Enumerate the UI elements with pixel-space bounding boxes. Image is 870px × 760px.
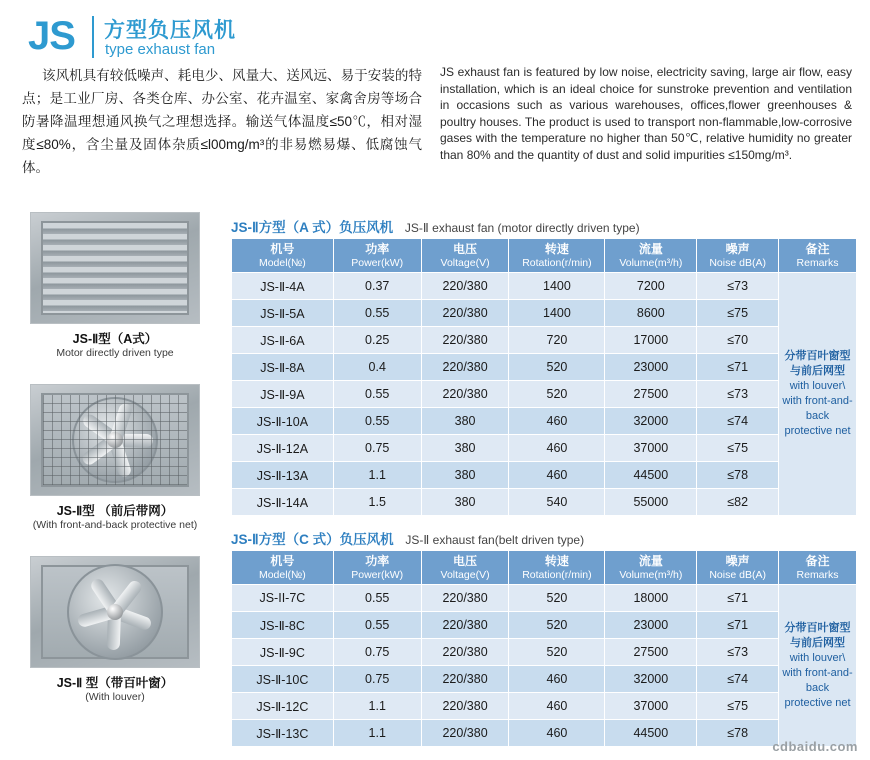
col-header-power-en: Power(kW) bbox=[351, 256, 404, 269]
table-row bbox=[232, 327, 857, 354]
js-logo: JS bbox=[28, 14, 75, 58]
col-header-noise-cn: 噪声 bbox=[725, 553, 750, 568]
page-title: 方型负压风机 bbox=[104, 19, 236, 42]
cell-rotation: 460 bbox=[509, 462, 605, 489]
cell-rotation: 460 bbox=[509, 693, 605, 720]
col-header-voltage bbox=[421, 551, 509, 585]
cell-noise: ≤75 bbox=[697, 435, 779, 462]
louver-fan-icon bbox=[30, 212, 200, 324]
cell-volume: 44500 bbox=[605, 462, 697, 489]
product-caption-cn: JS-Ⅱ 型（带百叶窗） bbox=[56, 676, 174, 690]
col-header-voltage-cn: 电压 bbox=[453, 553, 478, 568]
cell-power: 0.37 bbox=[333, 273, 421, 300]
col-header-remarks-cn: 备注 bbox=[805, 241, 830, 256]
cell-remarks bbox=[779, 273, 857, 516]
cell-noise: ≤73 bbox=[697, 381, 779, 408]
product-caption-cn: JS-Ⅱ型 （前后带网） bbox=[56, 504, 174, 518]
col-header-model-en: Model(№) bbox=[258, 256, 306, 269]
cell-noise: ≤71 bbox=[697, 612, 779, 639]
cell-power: 1.1 bbox=[333, 462, 421, 489]
cell-model: JS-II-7C bbox=[232, 585, 334, 612]
cell-power: 0.75 bbox=[333, 666, 421, 693]
table-row bbox=[232, 639, 857, 666]
cell-voltage: 380 bbox=[421, 489, 509, 516]
section-title-a bbox=[231, 216, 640, 236]
cell-noise: ≤73 bbox=[697, 639, 779, 666]
col-header-rotation-cn: 转速 bbox=[544, 241, 569, 256]
cell-rotation: 1400 bbox=[509, 300, 605, 327]
cell-volume: 32000 bbox=[605, 408, 697, 435]
table-row bbox=[232, 693, 857, 720]
cell-rotation: 520 bbox=[509, 639, 605, 666]
cell-voltage: 380 bbox=[421, 435, 509, 462]
intro-text-cn: 该风机具有较低噪声、耗电少、风量大、送风远、易于安装的特点；是工业厂房、各类仓库、办公室、花卉温室、家禽舍房等场合防暑降温理想通风换气之理想选择。输送气体温度≤50℃，相对湿度≤80%，含尘量及固体杂质≤l00mg/m³的非易燃易爆、低腐蚀气体。 bbox=[22, 68, 422, 175]
section-title-cn: JS-Ⅱ方型（A 式）负压风机 bbox=[231, 220, 394, 235]
cell-power: 0.25 bbox=[333, 327, 421, 354]
cell-power: 0.75 bbox=[333, 639, 421, 666]
col-header-model bbox=[232, 239, 334, 273]
cell-rotation: 460 bbox=[509, 666, 605, 693]
cell-voltage: 220/380 bbox=[421, 273, 509, 300]
col-header-power bbox=[333, 239, 421, 273]
intro-paragraph-en: JS exhaust fan is featured by low noise, electricity saving, large air flow, easy installation, which is an ideal choice for sunstroke prevention and ventilation in occasions such as various warehouses, offices,flower greenhouses & poultry houses. The product is used to transport non-flammable,low-corrosive gases with the temperature no higher than 50℃, relative humidity no greater than 80% and the quantity of dust and solid impurities ≤150mg/m³. bbox=[440, 65, 852, 162]
fan-hub bbox=[107, 604, 123, 620]
intro-paragraph-cn bbox=[22, 64, 422, 179]
cell-remarks-cn: 分带百叶窗型与前后网型 bbox=[784, 350, 851, 377]
col-header-volume-en: Volume(m³/h) bbox=[619, 256, 683, 269]
cell-power: 0.55 bbox=[333, 300, 421, 327]
cell-remarks-cn: 分带百叶窗型与前后网型 bbox=[784, 621, 851, 649]
cell-power: 1.5 bbox=[333, 489, 421, 516]
cell-model: JS-Ⅱ-8C bbox=[232, 612, 334, 639]
cell-model: JS-Ⅱ-12A bbox=[232, 435, 334, 462]
table-row bbox=[232, 273, 857, 300]
section-title-en: JS-Ⅱ exhaust fan (motor directly driven type) bbox=[404, 221, 640, 235]
col-header-noise bbox=[697, 551, 779, 585]
cell-rotation: 540 bbox=[509, 489, 605, 516]
table-row bbox=[232, 612, 857, 639]
cell-power: 1.1 bbox=[333, 720, 421, 747]
col-header-voltage bbox=[421, 239, 509, 273]
table-row bbox=[232, 666, 857, 693]
table-row bbox=[232, 435, 857, 462]
fan-with-net-icon bbox=[30, 384, 200, 496]
col-header-rotation bbox=[509, 551, 605, 585]
fan-frame bbox=[41, 393, 189, 487]
section-title-c bbox=[231, 528, 584, 548]
col-header-rotation-en: Rotation(r/min) bbox=[522, 256, 592, 269]
table-row bbox=[232, 381, 857, 408]
cell-volume: 27500 bbox=[605, 639, 697, 666]
spec-table-c-body bbox=[232, 585, 857, 747]
col-header-model-cn: 机号 bbox=[270, 241, 295, 256]
col-header-power bbox=[333, 551, 421, 585]
spec-table-a-body bbox=[232, 273, 857, 516]
cell-rotation: 520 bbox=[509, 354, 605, 381]
cell-voltage: 220/380 bbox=[421, 666, 509, 693]
cell-volume: 7200 bbox=[605, 273, 697, 300]
cell-model: JS-Ⅱ-8A bbox=[232, 354, 334, 381]
cell-model: JS-Ⅱ-5A bbox=[232, 300, 334, 327]
cell-volume: 32000 bbox=[605, 666, 697, 693]
cell-model: JS-Ⅱ-13C bbox=[232, 720, 334, 747]
col-header-power-cn: 功率 bbox=[365, 553, 390, 568]
cell-noise: ≤82 bbox=[697, 489, 779, 516]
cell-voltage: 220/380 bbox=[421, 327, 509, 354]
table-row bbox=[232, 300, 857, 327]
product-caption-en: (With louver) bbox=[85, 691, 145, 703]
cell-rotation: 720 bbox=[509, 327, 605, 354]
cell-power: 1.1 bbox=[333, 693, 421, 720]
table-row bbox=[232, 408, 857, 435]
cell-noise: ≤78 bbox=[697, 462, 779, 489]
cell-noise: ≤75 bbox=[697, 300, 779, 327]
cell-rotation: 460 bbox=[509, 408, 605, 435]
cell-remarks-en: with louver\ with front-and-back protective net bbox=[782, 651, 853, 709]
product-figure-a bbox=[22, 212, 208, 360]
cell-voltage: 220/380 bbox=[421, 585, 509, 612]
cell-remarks bbox=[779, 585, 857, 747]
cell-model: JS-Ⅱ-13A bbox=[232, 462, 334, 489]
cell-noise: ≤78 bbox=[697, 720, 779, 747]
cell-volume: 37000 bbox=[605, 693, 697, 720]
cell-voltage: 220/380 bbox=[421, 720, 509, 747]
col-header-remarks bbox=[779, 239, 857, 273]
cell-remarks-en: with louver\ with front-and-back protective net bbox=[782, 380, 853, 437]
watermark: cdbaidu.com bbox=[772, 739, 858, 754]
fan-frame bbox=[41, 565, 189, 659]
col-header-volume-en: Volume(m³/h) bbox=[619, 568, 683, 581]
cell-model: JS-Ⅱ-4A bbox=[232, 273, 334, 300]
protective-net bbox=[43, 395, 187, 485]
spec-table-c bbox=[231, 550, 857, 747]
cell-volume: 55000 bbox=[605, 489, 697, 516]
col-header-rotation bbox=[509, 239, 605, 273]
cell-model: JS-Ⅱ-14A bbox=[232, 489, 334, 516]
table-header-row bbox=[232, 551, 857, 585]
cell-power: 0.55 bbox=[333, 612, 421, 639]
col-header-model bbox=[232, 551, 334, 585]
cell-noise: ≤71 bbox=[697, 354, 779, 381]
louver-stripes bbox=[43, 223, 187, 313]
fan-circle bbox=[67, 564, 163, 660]
col-header-rotation-cn: 转速 bbox=[544, 553, 569, 568]
cell-voltage: 220/380 bbox=[421, 381, 509, 408]
col-header-power-en: Power(kW) bbox=[351, 568, 404, 581]
col-header-remarks-en: Remarks bbox=[796, 568, 839, 581]
product-caption-cn: JS-Ⅱ型（A式） bbox=[72, 332, 158, 346]
col-header-noise-en: Noise dB(A) bbox=[709, 568, 766, 581]
cell-rotation: 520 bbox=[509, 585, 605, 612]
spec-table-a bbox=[231, 238, 857, 516]
table-row bbox=[232, 585, 857, 612]
cell-power: 0.55 bbox=[333, 408, 421, 435]
cell-volume: 23000 bbox=[605, 612, 697, 639]
cell-voltage: 220/380 bbox=[421, 300, 509, 327]
cell-model: JS-Ⅱ-9C bbox=[232, 639, 334, 666]
cell-power: 0.75 bbox=[333, 435, 421, 462]
cell-noise: ≤71 bbox=[697, 585, 779, 612]
cell-model: JS-Ⅱ-6A bbox=[232, 327, 334, 354]
cell-rotation: 520 bbox=[509, 612, 605, 639]
cell-voltage: 220/380 bbox=[421, 639, 509, 666]
table-row bbox=[232, 354, 857, 381]
col-header-noise bbox=[697, 239, 779, 273]
col-header-rotation-en: Rotation(r/min) bbox=[522, 568, 592, 581]
col-header-model-en: Model(№) bbox=[258, 568, 306, 581]
cell-volume: 8600 bbox=[605, 300, 697, 327]
fan-with-louver-icon bbox=[30, 556, 200, 668]
col-header-volume bbox=[605, 239, 697, 273]
cell-power: 0.55 bbox=[333, 381, 421, 408]
table-row bbox=[232, 720, 857, 747]
cell-noise: ≤74 bbox=[697, 408, 779, 435]
cell-noise: ≤74 bbox=[697, 666, 779, 693]
cell-model: JS-Ⅱ-12C bbox=[232, 693, 334, 720]
product-figure-net bbox=[22, 384, 208, 532]
section-title-en: JS-Ⅱ exhaust fan(belt driven type) bbox=[405, 533, 585, 547]
cell-model: JS-Ⅱ-10C bbox=[232, 666, 334, 693]
col-header-remarks-en: Remarks bbox=[796, 256, 839, 269]
col-header-voltage-en: Voltage(V) bbox=[440, 568, 490, 581]
cell-power: 0.55 bbox=[333, 585, 421, 612]
cell-volume: 17000 bbox=[605, 327, 697, 354]
col-header-noise-en: Noise dB(A) bbox=[709, 256, 766, 269]
product-caption-en: Motor directly driven type bbox=[56, 347, 174, 359]
cell-power: 0.4 bbox=[333, 354, 421, 381]
cell-noise: ≤73 bbox=[697, 273, 779, 300]
col-header-model-cn: 机号 bbox=[270, 553, 295, 568]
cell-rotation: 460 bbox=[509, 720, 605, 747]
cell-model: JS-Ⅱ-9A bbox=[232, 381, 334, 408]
cell-voltage: 380 bbox=[421, 462, 509, 489]
cell-noise: ≤75 bbox=[697, 693, 779, 720]
fan-frame bbox=[41, 221, 189, 315]
col-header-volume-cn: 流量 bbox=[638, 241, 663, 256]
product-figure-louver bbox=[22, 556, 208, 704]
table-row bbox=[232, 489, 857, 516]
cell-voltage: 220/380 bbox=[421, 354, 509, 381]
cell-volume: 44500 bbox=[605, 720, 697, 747]
col-header-voltage-en: Voltage(V) bbox=[440, 256, 490, 269]
col-header-remarks-cn: 备注 bbox=[805, 553, 830, 568]
col-header-volume bbox=[605, 551, 697, 585]
product-caption-en: (With front-and-back protective net) bbox=[32, 519, 198, 531]
cell-rotation: 460 bbox=[509, 435, 605, 462]
cell-noise: ≤70 bbox=[697, 327, 779, 354]
cell-rotation: 1400 bbox=[509, 273, 605, 300]
page-header bbox=[0, 0, 870, 58]
col-header-voltage-cn: 电压 bbox=[453, 241, 478, 256]
cell-volume: 27500 bbox=[605, 381, 697, 408]
cell-volume: 37000 bbox=[605, 435, 697, 462]
table-row bbox=[232, 462, 857, 489]
cell-voltage: 220/380 bbox=[421, 693, 509, 720]
title-divider bbox=[92, 16, 94, 58]
page-subtitle: type exhaust fan bbox=[105, 41, 216, 58]
cell-voltage: 380 bbox=[421, 408, 509, 435]
cell-rotation: 520 bbox=[509, 381, 605, 408]
cell-model: JS-Ⅱ-10A bbox=[232, 408, 334, 435]
col-header-remarks bbox=[779, 551, 857, 585]
col-header-noise-cn: 噪声 bbox=[725, 241, 750, 256]
col-header-power-cn: 功率 bbox=[365, 241, 390, 256]
cell-voltage: 220/380 bbox=[421, 612, 509, 639]
table-header-row bbox=[232, 239, 857, 273]
cell-volume: 18000 bbox=[605, 585, 697, 612]
cell-volume: 23000 bbox=[605, 354, 697, 381]
col-header-volume-cn: 流量 bbox=[638, 553, 663, 568]
section-title-cn: JS-Ⅱ方型（C 式）负压风机 bbox=[231, 532, 394, 547]
